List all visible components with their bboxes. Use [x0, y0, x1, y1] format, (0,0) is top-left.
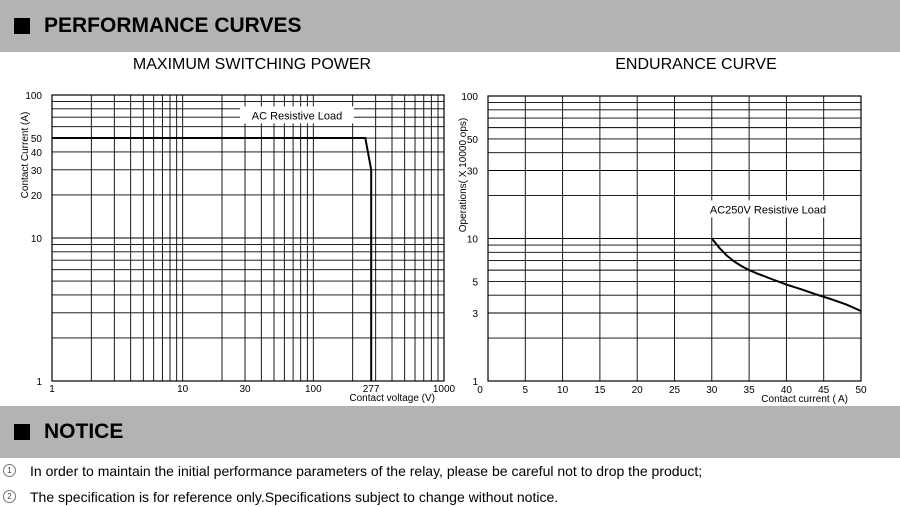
- notice-text: In order to maintain the initial performance parameters of the relay, please be careful not to drop the product;: [30, 463, 703, 479]
- y-tick-label: 20: [30, 190, 42, 202]
- chart-max-switching-power: [20, 91, 456, 404]
- x-tick-label: 35: [743, 385, 755, 396]
- section-title: PERFORMANCE CURVES: [44, 14, 302, 37]
- x-axis-label: Contact current ( A): [761, 394, 848, 405]
- square-bullet-icon: [14, 424, 30, 440]
- x-tick-label: 40: [780, 385, 792, 396]
- x-tick-label: 15: [594, 385, 606, 396]
- chart-title-endurance: ENDURANCE CURVE: [615, 56, 777, 73]
- notice-text: The specification is for reference only.Specifications subject to change without notice.: [30, 489, 559, 505]
- x-tick-label: 30: [706, 385, 718, 396]
- notice-title: NOTICE: [44, 420, 124, 443]
- notice-number: 1: [3, 464, 16, 477]
- y-axis-label: Contact Current (A): [20, 111, 31, 199]
- y-tick-label: 50: [30, 134, 42, 146]
- series-label: AC250V Resistive Load: [709, 204, 827, 217]
- notice-item: [0, 463, 880, 481]
- x-tick-label: 0: [477, 385, 483, 396]
- notice-item: [0, 489, 880, 507]
- y-tick-label: 1: [36, 377, 42, 388]
- x-tick-label: 277: [362, 384, 380, 395]
- x-tick-label: 45: [818, 385, 830, 396]
- y-tick-label: 3: [472, 309, 478, 321]
- chart-title-max-switching: MAXIMUM SWITCHING POWER: [132, 56, 372, 73]
- y-tick-label: 10: [30, 234, 42, 245]
- section-header-notice: [0, 406, 900, 458]
- x-tick-label: 30: [239, 384, 251, 395]
- series-label: AC Resistive Load: [251, 110, 343, 123]
- y-tick-label: 30: [466, 166, 478, 178]
- x-tick-label: 10: [177, 384, 189, 395]
- x-tick-label: 100: [304, 384, 322, 395]
- x-tick-label: 20: [631, 385, 643, 396]
- x-tick-label: 25: [668, 385, 681, 396]
- y-tick-label: 10: [466, 234, 478, 246]
- y-tick-label: 5: [472, 277, 478, 289]
- y-tick-label: 40: [30, 147, 42, 159]
- y-tick-label: 30: [30, 165, 42, 177]
- x-tick-label: 10: [557, 385, 569, 396]
- chart-endurance: [458, 92, 867, 405]
- x-tick-label: 1: [49, 384, 55, 395]
- notice-number: 2: [3, 490, 16, 503]
- x-axis-label: Contact voltage (V): [349, 393, 435, 404]
- x-tick-label: 5: [522, 385, 529, 396]
- y-tick-label: 100: [461, 92, 478, 103]
- y-tick-label: 1: [472, 377, 478, 388]
- series-line-ac-resistive-load: [52, 138, 371, 381]
- x-tick-label: 1000: [432, 384, 456, 395]
- x-tick-label: 50: [855, 385, 867, 396]
- y-tick-label: 100: [25, 91, 42, 102]
- y-tick-label: 50: [466, 134, 478, 146]
- y-axis-label: Operations( X 10000 ops): [458, 117, 469, 233]
